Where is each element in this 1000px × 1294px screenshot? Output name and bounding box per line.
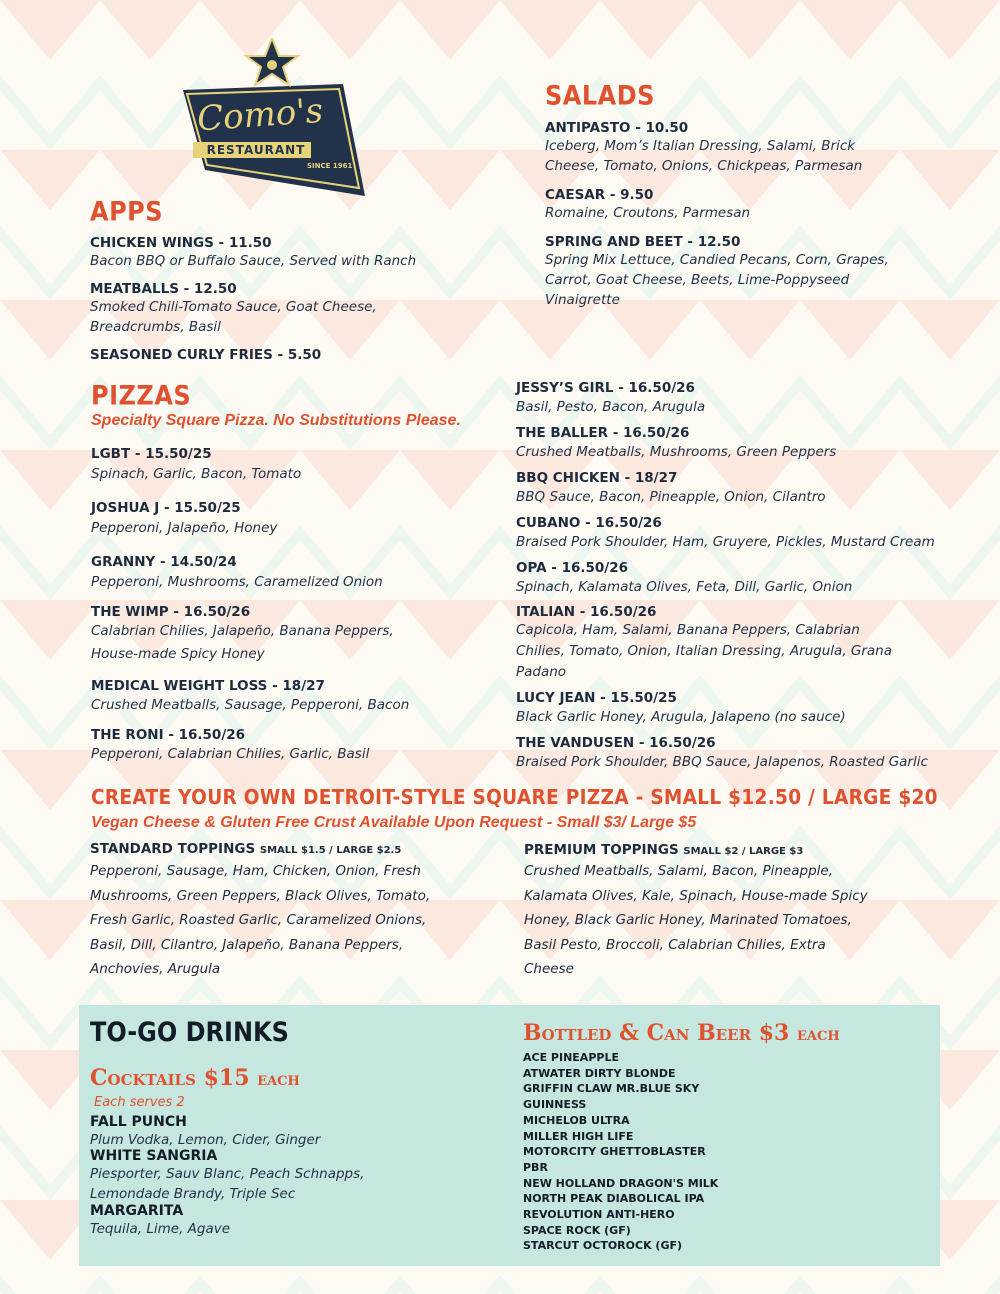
topping-line: Honey, Black Garlic Honey, Marinated Tomatoes,: [524, 912, 852, 928]
pizza-name: ITALIAN - 16.50/26: [516, 604, 657, 620]
pizza-item: [91, 500, 491, 540]
cocktail-list: [90, 1114, 490, 1239]
create-note: Vegan Cheese & Gluten Free Crust Available Upon Request - Small $3/ Large $5: [91, 814, 697, 831]
salad-desc: Spring Mix Lettuce, Candied Pecans, Corn, Grapes, Carrot, Goat Cheese, Beets, Lime-Poppyseed Vinaigrette: [545, 252, 889, 308]
pizza-name: THE BALLER - 16.50/26: [516, 425, 690, 441]
pizza-name: GRANNY - 14.50/24: [91, 554, 237, 570]
pizza-item: [516, 515, 935, 553]
apps-title: APPS: [90, 196, 164, 228]
pizza-name: LGBT - 15.50/25: [91, 446, 212, 462]
pizza-name: THE WIMP - 16.50/26: [91, 604, 251, 620]
apps-list: [90, 235, 480, 363]
beer-list: [523, 1050, 718, 1254]
cocktails-each: each: [257, 1069, 300, 1090]
pizza-item: [516, 425, 926, 463]
beer-item: GRIFFIN CLAW MR.BLUE SKY: [523, 1082, 700, 1096]
topping-line: Anchovies, Arugula: [90, 961, 221, 977]
pizza-desc: Black Garlic Honey, Arugula, Jalapeno (no sauce): [516, 709, 846, 725]
beer-item: MOTORCITY GHETTOBLASTER: [523, 1145, 706, 1159]
topping-line: Crushed Meatballs, Salami, Bacon, Pineapple,: [524, 863, 833, 879]
pizzas-note: Specialty Square Pizza. No Substitutions Please.: [91, 412, 461, 429]
app-item: [90, 235, 480, 271]
salad-name: CAESAR - 9.50: [545, 187, 654, 203]
topping-line: Basil, Dill, Cilantro, Jalapeño, Banana Peppers,: [90, 936, 404, 953]
salad-item: [545, 234, 925, 310]
pizza-desc: Braised Pork Shoulder, BBQ Sauce, Jalapenos, Roasted Garlic: [516, 754, 928, 770]
topping-line: Fresh Garlic, Roasted Garlic, Caramelized Onions,: [90, 912, 427, 928]
topping-line: Basil Pesto, Broccoli, Calabrian Chilies, Extra: [524, 936, 826, 953]
beer-item: STARCUT OCTOROCK (GF): [523, 1239, 683, 1253]
pizza-name: MEDICAL WEIGHT LOSS - 18/27: [91, 678, 325, 694]
cocktail-name: MARGARITA: [90, 1203, 184, 1219]
restaurant-logo: [175, 38, 370, 198]
premium-toppings-price: SMALL $2 / LARGE $3: [683, 846, 804, 857]
beer-each: each: [797, 1024, 840, 1045]
cocktails-title-text: Cocktails $15: [90, 1065, 250, 1091]
pizza-item: [516, 470, 926, 508]
salad-name: ANTIPASTO - 10.50: [545, 120, 689, 136]
app-name: SEASONED CURLY FRIES - 5.50: [90, 347, 322, 363]
pizza-desc: Pepperoni, Mushrooms, Caramelized Onion: [91, 574, 383, 590]
beer-item: ACE PINEAPPLE: [523, 1051, 619, 1064]
pizza-name: THE VANDUSEN - 16.50/26: [516, 735, 716, 751]
pizza-desc: Basil, Pesto, Bacon, Arugula: [516, 399, 706, 415]
beer-item: MILLER HIGH LIFE: [523, 1129, 634, 1143]
pizza-desc: Spinach, Garlic, Bacon, Tomato: [91, 466, 302, 482]
salads-title: SALADS: [545, 80, 655, 112]
premium-toppings-label: PREMIUM TOPPINGS: [524, 842, 679, 858]
pizza-desc: Pepperoni, Jalapeño, Honey: [91, 520, 278, 536]
standard-toppings-price: SMALL $1.5 / LARGE $2.5: [259, 845, 402, 856]
pizza-item: [516, 604, 926, 683]
standard-toppings: [90, 841, 490, 982]
pizza-item: [91, 446, 491, 486]
cocktail-desc: Piesporter, Sauv Blanc, Peach Schnapps, Lemondade Brandy, Triple Sec: [90, 1166, 365, 1202]
cocktail-name: FALL PUNCH: [90, 1114, 187, 1130]
pizza-desc: Braised Pork Shoulder, Ham, Gruyere, Pickles, Mustard Cream: [516, 534, 935, 550]
premium-toppings-heading: [524, 842, 924, 858]
pizza-name: THE RONI - 16.50/26: [91, 727, 246, 743]
pizza-name: JESSY’S GIRL - 16.50/26: [516, 380, 695, 396]
salad-desc: Romaine, Croutons, Parmesan: [545, 205, 751, 221]
beer-item: NEW HOLLAND DRAGON'S MILK: [523, 1176, 719, 1190]
topping-line: Kalamata Olives, Kale, Spinach, House-made Spicy: [524, 887, 868, 904]
app-item: [90, 347, 480, 363]
topping-line: Pepperoni, Sausage, Ham, Chicken, Onion, Fresh: [90, 863, 421, 879]
cocktail-item: [90, 1114, 490, 1150]
standard-toppings-heading: [90, 841, 490, 857]
beer-item: PBR: [523, 1160, 548, 1174]
pizza-desc: BBQ Sauce, Bacon, Pineapple, Onion, Cilantro: [516, 489, 826, 505]
salad-desc: Iceberg, Mom’s Italian Dressing, Salami, Brick Cheese, Tomato, Onions, Chickpeas, Parmesan: [545, 138, 863, 174]
beer-item: GUINNESS: [523, 1098, 587, 1112]
pizza-list-left: [91, 446, 491, 765]
logo-name: Como's: [195, 90, 325, 140]
premium-toppings: [524, 842, 924, 982]
premium-toppings-list: [524, 859, 924, 982]
beer-title-text: Bottled & Can Beer $3: [523, 1020, 790, 1046]
topping-line: Cheese: [524, 961, 574, 977]
topping-line: Mushrooms, Green Peppers, Black Olives, Tomato,: [90, 887, 431, 904]
pizza-item: [516, 690, 926, 728]
pizzas-title: PIZZAS: [91, 380, 192, 412]
cocktails-title: [90, 1065, 300, 1091]
pizza-desc: Pepperoni, Calabrian Chilies, Garlic, Basil: [91, 746, 370, 762]
pizza-name: CUBANO - 16.50/26: [516, 515, 662, 531]
beer-item: NORTH PEAK DIABOLICAL IPA: [523, 1192, 705, 1206]
logo-since: SINCE 1961: [307, 162, 353, 170]
pizza-name: LUCY JEAN - 15.50/25: [516, 690, 677, 706]
beer-item: ATWATER DIRTY BLONDE: [523, 1066, 676, 1080]
cocktail-item: [90, 1203, 490, 1239]
cocktail-item: [90, 1148, 490, 1204]
drinks-panel: [79, 1005, 940, 1266]
beer-item: REVOLUTION ANTI-HERO: [523, 1208, 675, 1222]
pizza-item: [516, 380, 926, 418]
pizza-item: [91, 678, 491, 716]
logo-sub: RESTAURANT: [206, 143, 306, 157]
pizza-item: [91, 727, 491, 765]
beer-title: [523, 1020, 840, 1046]
pizza-desc: Calabrian Chilies, Jalapeño, Banana Peppers, House-made Spicy Honey: [91, 623, 394, 662]
salads-list: [545, 120, 925, 310]
pizza-desc: Crushed Meatballs, Mushrooms, Green Peppers: [516, 444, 837, 460]
app-name: CHICKEN WINGS - 11.50: [90, 235, 272, 251]
pizza-desc: Capicola, Ham, Salami, Banana Peppers, Calabrian Chilies, Tomato, Onion, Italian Dressing, Arugula, Grana Padano: [516, 622, 893, 680]
drinks-title: TO-GO DRINKS: [90, 1017, 289, 1048]
app-desc: Smoked Chili-Tomato Sauce, Goat Cheese, Breadcrumbs, Basil: [90, 299, 377, 335]
pizza-list-right: [516, 380, 935, 773]
pizza-name: BBQ CHICKEN - 18/27: [516, 470, 678, 486]
salad-name: SPRING AND BEET - 12.50: [545, 234, 741, 250]
pizza-desc: Spinach, Kalamata Olives, Feta, Dill, Garlic, Onion: [516, 579, 853, 595]
cocktail-name: WHITE SANGRIA: [90, 1148, 218, 1164]
standard-toppings-label: STANDARD TOPPINGS: [90, 841, 256, 857]
pizza-desc: Crushed Meatballs, Sausage, Pepperoni, Bacon: [91, 697, 410, 713]
app-item: [90, 281, 480, 337]
salad-item: [545, 120, 925, 176]
cocktails-note: Each serves 2: [94, 1095, 185, 1110]
pizza-item: [516, 735, 926, 773]
beer-item: SPACE ROCK (GF): [523, 1223, 631, 1237]
create-title: CREATE YOUR OWN DETROIT-STYLE SQUARE PIZZA - SMALL $12.50 / LARGE $20: [91, 786, 938, 810]
beer-item: MICHELOB ULTRA: [523, 1113, 630, 1127]
app-name: MEATBALLS - 12.50: [90, 281, 237, 297]
pizza-item: [91, 554, 491, 594]
salad-item: [545, 187, 925, 223]
cocktail-desc: Plum Vodka, Lemon, Cider, Ginger: [90, 1132, 321, 1148]
pizza-name: OPA - 16.50/26: [516, 560, 629, 576]
pizza-name: JOSHUA J - 15.50/25: [91, 500, 241, 516]
pizza-item: [91, 604, 491, 666]
cocktail-desc: Tequila, Lime, Agave: [90, 1221, 231, 1237]
app-desc: Bacon BBQ or Buffalo Sauce, Served with Ranch: [90, 253, 417, 269]
pizza-item: [516, 560, 926, 598]
standard-toppings-list: [90, 859, 490, 982]
